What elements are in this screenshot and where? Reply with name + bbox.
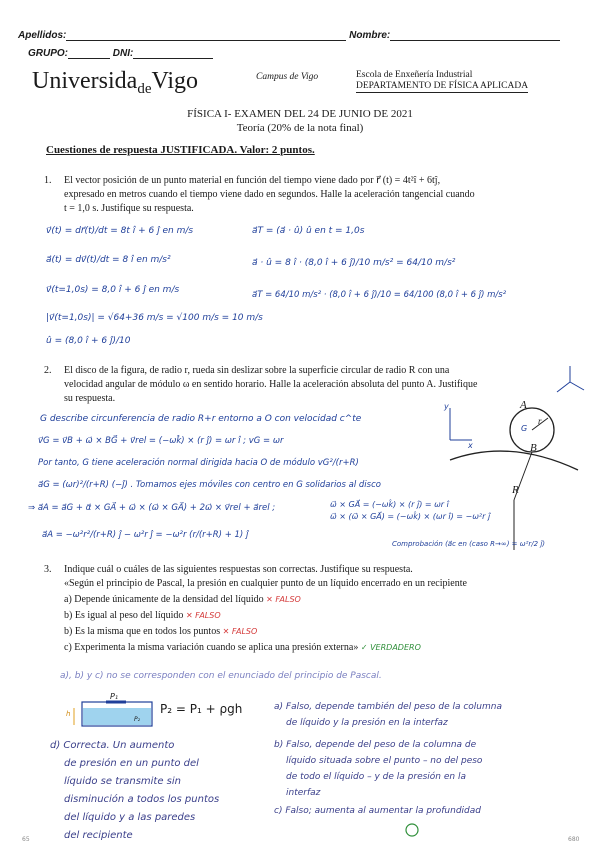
q3-answer-b-line-4: interfaz bbox=[286, 788, 321, 798]
figure-label-a: A bbox=[520, 399, 527, 411]
q3-answer-d-line-5: del líquido y a las paredes bbox=[64, 812, 196, 823]
nombre-label: Nombre: bbox=[349, 30, 391, 41]
q2-work-line-1: G describe circunferencia de radio R+r entorno a O con velocidad c^te bbox=[40, 414, 362, 424]
logo-part-2: de bbox=[137, 81, 152, 97]
footer-right: 680 bbox=[568, 836, 580, 843]
apellidos-field bbox=[18, 30, 560, 41]
dni-label: DNI: bbox=[112, 48, 134, 59]
figure-label-big-r: R bbox=[512, 484, 519, 496]
q3-work-intro: a), b) y c) no se corresponden con el enunciado del principio de Pascal. bbox=[60, 671, 382, 681]
q3-line-2: «Según el principio de Pascal, la presión en cualquier punto de un líquido encerrado en un recipiente bbox=[64, 578, 467, 589]
q1-work-unit-vector: û = (8,0 î + 6 ĵ)/10 bbox=[46, 336, 131, 346]
container-label-h: h bbox=[66, 710, 71, 718]
disc-figure bbox=[440, 400, 580, 560]
logo-part-3: Vigo bbox=[151, 68, 199, 94]
campus-label: Campus de Vigo bbox=[256, 72, 319, 82]
q2-work-line-8: a⃗A = −ω²r²/(r+R) ĵ − ω²r ĵ = −ω²r (r/(r+R) + 1) ĵ bbox=[42, 530, 249, 540]
q2-line-1: El disco de la figura, de radio r, rueda sin deslizar sobre la superficie circular de radio R con una bbox=[64, 365, 450, 376]
q1-work-acceleration: a⃗(t) = dv⃗(t)/dt = 8 î en m/s² bbox=[46, 255, 171, 265]
school-name: Escola de Enxeñería Industrial bbox=[356, 70, 473, 80]
q3-option-c bbox=[64, 626, 257, 637]
q3-answer-d-line-1: d) Correcta. Un aumento bbox=[50, 740, 175, 751]
q2-work-line-2: v⃗G = v⃗B + ω⃗ × BG⃗ + v⃗rel = (−ωk̂) × (r ĵ) = ωr î ; vG = ωr bbox=[38, 436, 284, 446]
q3-answer-b-line-2: líquido situada sobre el punto – no del peso bbox=[286, 756, 483, 766]
q3-number: 3. bbox=[44, 564, 52, 575]
q1-work-dot-product: a⃗ · û = 8 î · (8,0 î + 6 ĵ)/10 m/s² = 64/10 m/s² bbox=[252, 258, 456, 268]
department-name: DEPARTAMENTO DE FÍSICA APLICADA bbox=[356, 81, 529, 91]
q3-line-1: Indique cuál o cuáles de las siguientes respuestas son correctas. Justifique su respuesta. bbox=[64, 564, 413, 575]
q3-option-b-text: b) Es igual al peso del líquido bbox=[64, 610, 184, 621]
q3-answer-d-line-4: disminución a todos los puntos bbox=[64, 794, 220, 805]
q1-line-2: expresado en metros cuando el tiempo viene dado en segundos. Halle la aceleración tangencial cuando bbox=[64, 189, 475, 200]
grupo-label: GRUPO: bbox=[28, 48, 68, 59]
q3-answer-b-line-1: b) Falso, depende del peso de la columna de bbox=[274, 740, 477, 750]
axes-sketch-icon bbox=[552, 362, 588, 398]
pressure-formula: P₂ = P₁ + ρgh bbox=[160, 702, 243, 716]
q3-option-d bbox=[64, 642, 421, 653]
q1-line-1: El vector posición de un punto material en función del tiempo viene dado por r⃗ (t) = 4t²î + 6tĵ, bbox=[64, 175, 441, 186]
section-heading: Cuestiones de respuesta JUSTIFICADA. Valor: 2 puntos. bbox=[46, 144, 315, 156]
q2-work-line-7: ω⃗ × (ω⃗ × GA⃗) = (−ωk̂) × (ωr î) = −ω²r ĵ bbox=[330, 512, 491, 521]
q3-answer-c-line-1: c) Falso; aumenta al aumentar la profundidad bbox=[274, 806, 481, 816]
q2-line-3: su respuesta. bbox=[64, 393, 116, 404]
q3-option-a bbox=[64, 594, 301, 605]
q3-answer-a-line-1: a) Falso, depende también del peso de la columna bbox=[274, 702, 502, 712]
q3-answer-b-line-3: de todo el líquido – y de la presión en la bbox=[286, 772, 466, 782]
q3-answer-d-line-6: del recipiente bbox=[64, 830, 133, 841]
school-block bbox=[356, 70, 528, 93]
green-circle-mark-icon bbox=[402, 820, 422, 840]
figure-label-x: x bbox=[468, 441, 473, 450]
figure-label-g: G bbox=[521, 424, 528, 433]
q1-work-result: a⃗T = 64/10 m/s² · (8,0 î + 6 ĵ)/10 = 64/100 (8,0 î + 6 ĵ) m/s² bbox=[252, 290, 507, 300]
exam-subtitle: Teoría (20% de la nota final) bbox=[236, 122, 364, 134]
apellidos-label: Apellidos: bbox=[18, 30, 67, 41]
q3-option-a-text: a) Depende únicamente de la densidad del líquido bbox=[64, 594, 264, 605]
q2-work-check: Comprobación (a⃗c en (caso R→∞) = ω²r/2 ĵ) bbox=[392, 540, 546, 548]
q2-work-line-4: a⃗G = (ωr)²/(r+R) (−ĵ) . Tomamos ejes móviles con centro en G solidarios al disco bbox=[38, 480, 381, 490]
grupo-field bbox=[28, 48, 213, 59]
q1-work-speed: |v⃗(t=1,0s)| = √64+36 m/s = √100 m/s = 10 m/s bbox=[46, 313, 263, 323]
q2-number: 2. bbox=[44, 365, 52, 376]
q2-work-line-6: ω⃗ × GA⃗ = (−ωk̂) × (r ĵ) = ωr î bbox=[330, 500, 449, 509]
exam-title: FÍSICA I- EXAMEN DEL 24 DE JUNIO DE 2021 bbox=[187, 108, 413, 120]
q2-work-line-5: ⇒ a⃗A = a⃗G + α⃗ × GA⃗ + ω⃗ × (ω⃗ × GA⃗) + 2ω⃗ × v⃗rel + a⃗rel ; bbox=[28, 503, 276, 513]
q3-option-b-mark: ✕ FALSO bbox=[185, 611, 221, 620]
q3-option-c-mark: ✕ FALSO bbox=[222, 627, 258, 636]
footer-left: 65 bbox=[22, 836, 30, 843]
university-logo bbox=[32, 68, 198, 98]
figure-label-y: y bbox=[444, 402, 449, 411]
q2-line-2: velocidad angular de módulo ω en sentido horario. Halle la aceleración absoluta del punto A. Justifique bbox=[64, 379, 478, 390]
container-label-p2: P₂ bbox=[134, 716, 141, 723]
q3-answer-a-line-2: de líquido y la presión en la interfaz bbox=[286, 718, 448, 728]
q3-answer-d-line-3: líquido se transmite sin bbox=[64, 776, 182, 787]
logo-part-1: Universida bbox=[32, 68, 138, 94]
q3-option-b bbox=[64, 610, 221, 621]
container-label-p1: P₁ bbox=[110, 692, 119, 701]
figure-label-b: B bbox=[530, 442, 537, 454]
q1-line-3: t = 1,0 s. Justifique su respuesta. bbox=[64, 203, 194, 214]
q3-option-d-text: c) Experimenta la misma variación cuando se aplica una presión externa» bbox=[64, 642, 359, 653]
q2-work-line-3: Por tanto, G tiene aceleración normal dirigida hacia O de módulo vG²/(r+R) bbox=[38, 458, 359, 468]
q3-option-c-text: b) Es la misma que en todos los puntos bbox=[64, 626, 221, 637]
q1-work-velocity: v⃗(t) = dr⃗(t)/dt = 8t î + 6 ĵ en m/s bbox=[46, 226, 194, 236]
q1-work-velocity-t1: v⃗(t=1,0s) = 8,0 î + 6 ĵ en m/s bbox=[46, 285, 180, 295]
q3-option-a-mark: ✕ FALSO bbox=[266, 595, 301, 604]
q1-work-tangential-def: a⃗T = (a⃗ · û) û en t = 1,0s bbox=[252, 226, 365, 236]
figure-label-r: r bbox=[538, 416, 542, 426]
q1-number: 1. bbox=[44, 175, 52, 186]
q3-answer-d-line-2: de presión en un punto del bbox=[64, 758, 199, 769]
q3-option-d-mark: ✓ VERDADERO bbox=[360, 643, 421, 652]
